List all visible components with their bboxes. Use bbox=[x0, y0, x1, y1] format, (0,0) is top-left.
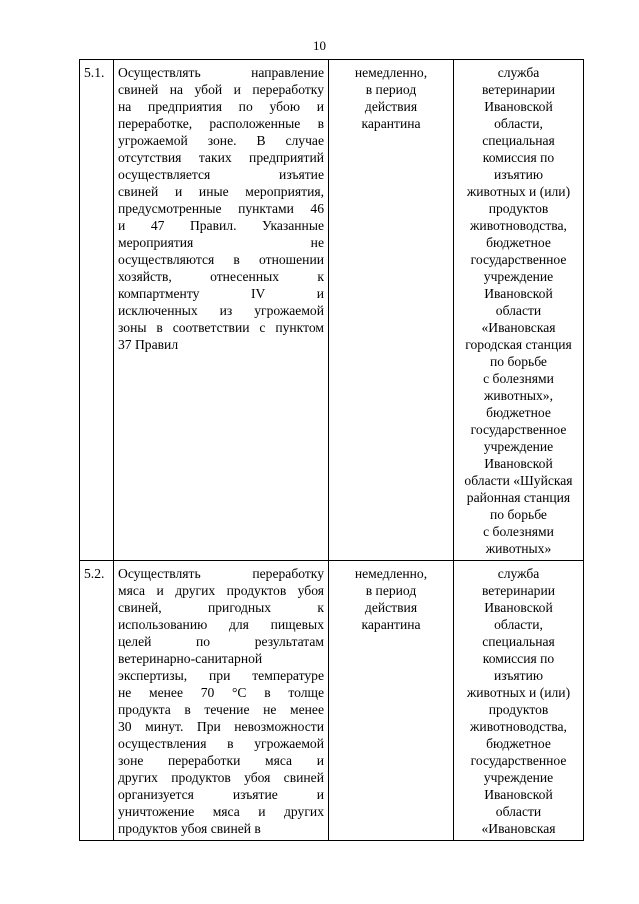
term-text-line: немедленно, bbox=[354, 65, 428, 80]
responsible-text-line: бюджетное bbox=[486, 405, 551, 420]
action-cell bbox=[114, 561, 329, 841]
term-text-line: действия bbox=[364, 600, 418, 615]
term-cell bbox=[329, 561, 454, 841]
responsible-text-line: области, bbox=[494, 116, 543, 131]
responsible-cell bbox=[454, 561, 584, 841]
action-text-line: продуктов убоя свиней в bbox=[118, 821, 261, 836]
responsible-text-line: животных», bbox=[484, 388, 553, 403]
action-text-line: и 47 Правил. Указанные bbox=[118, 218, 324, 233]
responsible-text-line: животноводства, bbox=[470, 218, 567, 233]
responsible-text-line: Ивановской bbox=[484, 286, 553, 301]
action-text-line: целей по результатам bbox=[118, 634, 324, 649]
responsible-text-line: ветеринарии bbox=[481, 583, 556, 598]
responsible-text-line: области, bbox=[494, 617, 543, 632]
term-text-line: в период bbox=[365, 82, 417, 97]
table-row bbox=[80, 60, 584, 561]
responsible-text-line: комиссия по bbox=[482, 150, 555, 165]
responsible-text-line: государственное bbox=[470, 753, 567, 768]
action-text-line: компартменту IV и bbox=[118, 286, 324, 301]
action-text-line: продукта в течение не менее bbox=[118, 702, 324, 717]
action-text-line: свиней и иные мероприятия, bbox=[118, 184, 324, 199]
responsible-text-line: области bbox=[495, 804, 542, 819]
action-text-line: зоны в соответствии с пунктом bbox=[118, 320, 324, 335]
action-text-line: осуществляется изъятие bbox=[118, 167, 324, 182]
responsible-text-line: изъятию bbox=[493, 167, 544, 182]
row-number-cell: 5.2. bbox=[80, 561, 114, 841]
responsible-text-line: животных и (или) bbox=[466, 685, 571, 700]
action-text-line: исключенных из угрожаемой bbox=[118, 303, 324, 318]
action-text-line: 37 Правил bbox=[118, 337, 179, 352]
term-text-line: действия bbox=[364, 99, 418, 114]
responsible-text-line: Ивановской bbox=[484, 600, 553, 615]
term-text-line: немедленно, bbox=[354, 566, 428, 581]
responsible-text-line: с болезнями bbox=[483, 524, 554, 539]
action-text-line: отсутствия таких предприятий bbox=[118, 150, 324, 165]
responsible-text-line: животноводства, bbox=[470, 719, 567, 734]
responsible-text-line: продуктов bbox=[488, 702, 549, 717]
action-text-line: свиней на убой и переработку bbox=[118, 82, 324, 97]
responsible-text-line: Ивановской bbox=[484, 787, 553, 802]
action-text-line: ветеринарно-санитарной bbox=[118, 651, 263, 666]
responsible-text-line: «Ивановская bbox=[481, 821, 556, 836]
action-text-line: мяса и других продуктов убоя bbox=[118, 583, 324, 598]
action-text-line: других продуктов убоя свиней bbox=[118, 770, 324, 785]
action-text-line: Осуществлять переработку bbox=[118, 566, 324, 581]
responsible-text-line: животных и (или) bbox=[466, 184, 571, 199]
responsible-text-line: Ивановской bbox=[484, 456, 553, 471]
action-text-line: хозяйств, отнесенных к bbox=[118, 269, 324, 284]
responsible-text-line: учреждение bbox=[483, 269, 554, 284]
responsible-text-line: области «Шуйская bbox=[464, 473, 573, 488]
measures-table bbox=[79, 59, 584, 841]
action-text-line: не менее 70 °С в толще bbox=[118, 685, 324, 700]
responsible-text-line: учреждение bbox=[483, 439, 554, 454]
responsible-text-line: животных» bbox=[485, 541, 552, 556]
page-number: 10 bbox=[313, 38, 326, 53]
responsible-text-line: по борьбе bbox=[490, 354, 547, 369]
responsible-text-line: городская станция bbox=[465, 337, 572, 352]
responsible-text-line: специальная bbox=[482, 634, 555, 649]
responsible-text-line: государственное bbox=[470, 422, 567, 437]
responsible-text-line: служба bbox=[497, 566, 540, 581]
action-text-line: зоне переработки мяса и bbox=[118, 753, 324, 768]
responsible-text-line: Ивановской bbox=[484, 99, 553, 114]
action-text-line: уничтожение мяса и других bbox=[118, 804, 324, 819]
action-text-line: экспертизы, при температуре bbox=[118, 668, 324, 683]
term-text-line: в период bbox=[365, 583, 417, 598]
action-text-line: на предприятия по убою и bbox=[118, 99, 324, 114]
action-text-line: 30 минут. При невозможности bbox=[118, 719, 324, 734]
responsible-text-line: специальная bbox=[482, 133, 555, 148]
responsible-cell bbox=[454, 60, 584, 561]
responsible-text-line: государственное bbox=[470, 252, 567, 267]
action-text-line: организуется изъятие и bbox=[118, 787, 324, 802]
action-text-line: свиней, пригодных к bbox=[118, 600, 324, 615]
action-text-line: мероприятия не bbox=[118, 235, 324, 250]
action-text-line: осуществления в угрожаемой bbox=[118, 736, 324, 751]
responsible-text-line: учреждение bbox=[483, 770, 554, 785]
term-cell bbox=[329, 60, 454, 561]
responsible-text-line: ветеринарии bbox=[481, 82, 556, 97]
action-text-line: переработке, расположенные в bbox=[118, 116, 324, 131]
row-number-cell: 5.1. bbox=[80, 60, 114, 561]
responsible-text-line: служба bbox=[497, 65, 540, 80]
action-text-line: предусмотренные пунктами 46 bbox=[118, 201, 324, 216]
responsible-text-line: области bbox=[495, 303, 542, 318]
responsible-text-line: комиссия по bbox=[482, 651, 555, 666]
action-text-line: использованию для пищевых bbox=[118, 617, 324, 632]
action-cell bbox=[114, 60, 329, 561]
responsible-text-line: бюджетное bbox=[486, 736, 551, 751]
responsible-text-line: районная станция bbox=[466, 490, 571, 505]
term-text-line: карантина bbox=[361, 116, 421, 131]
table-row bbox=[80, 561, 584, 841]
action-text-line: угрожаемой зоне. В случае bbox=[118, 133, 324, 148]
action-text-line: Осуществлять направление bbox=[118, 65, 324, 80]
term-text-line: карантина bbox=[361, 617, 421, 632]
responsible-text-line: «Ивановская bbox=[481, 320, 556, 335]
responsible-text-line: по борьбе bbox=[490, 507, 547, 522]
responsible-text-line: изъятию bbox=[493, 668, 544, 683]
responsible-text-line: бюджетное bbox=[486, 235, 551, 250]
responsible-text-line: с болезнями bbox=[483, 371, 554, 386]
responsible-text-line: продуктов bbox=[488, 201, 549, 216]
action-text-line: осуществляются в отношении bbox=[118, 252, 324, 267]
